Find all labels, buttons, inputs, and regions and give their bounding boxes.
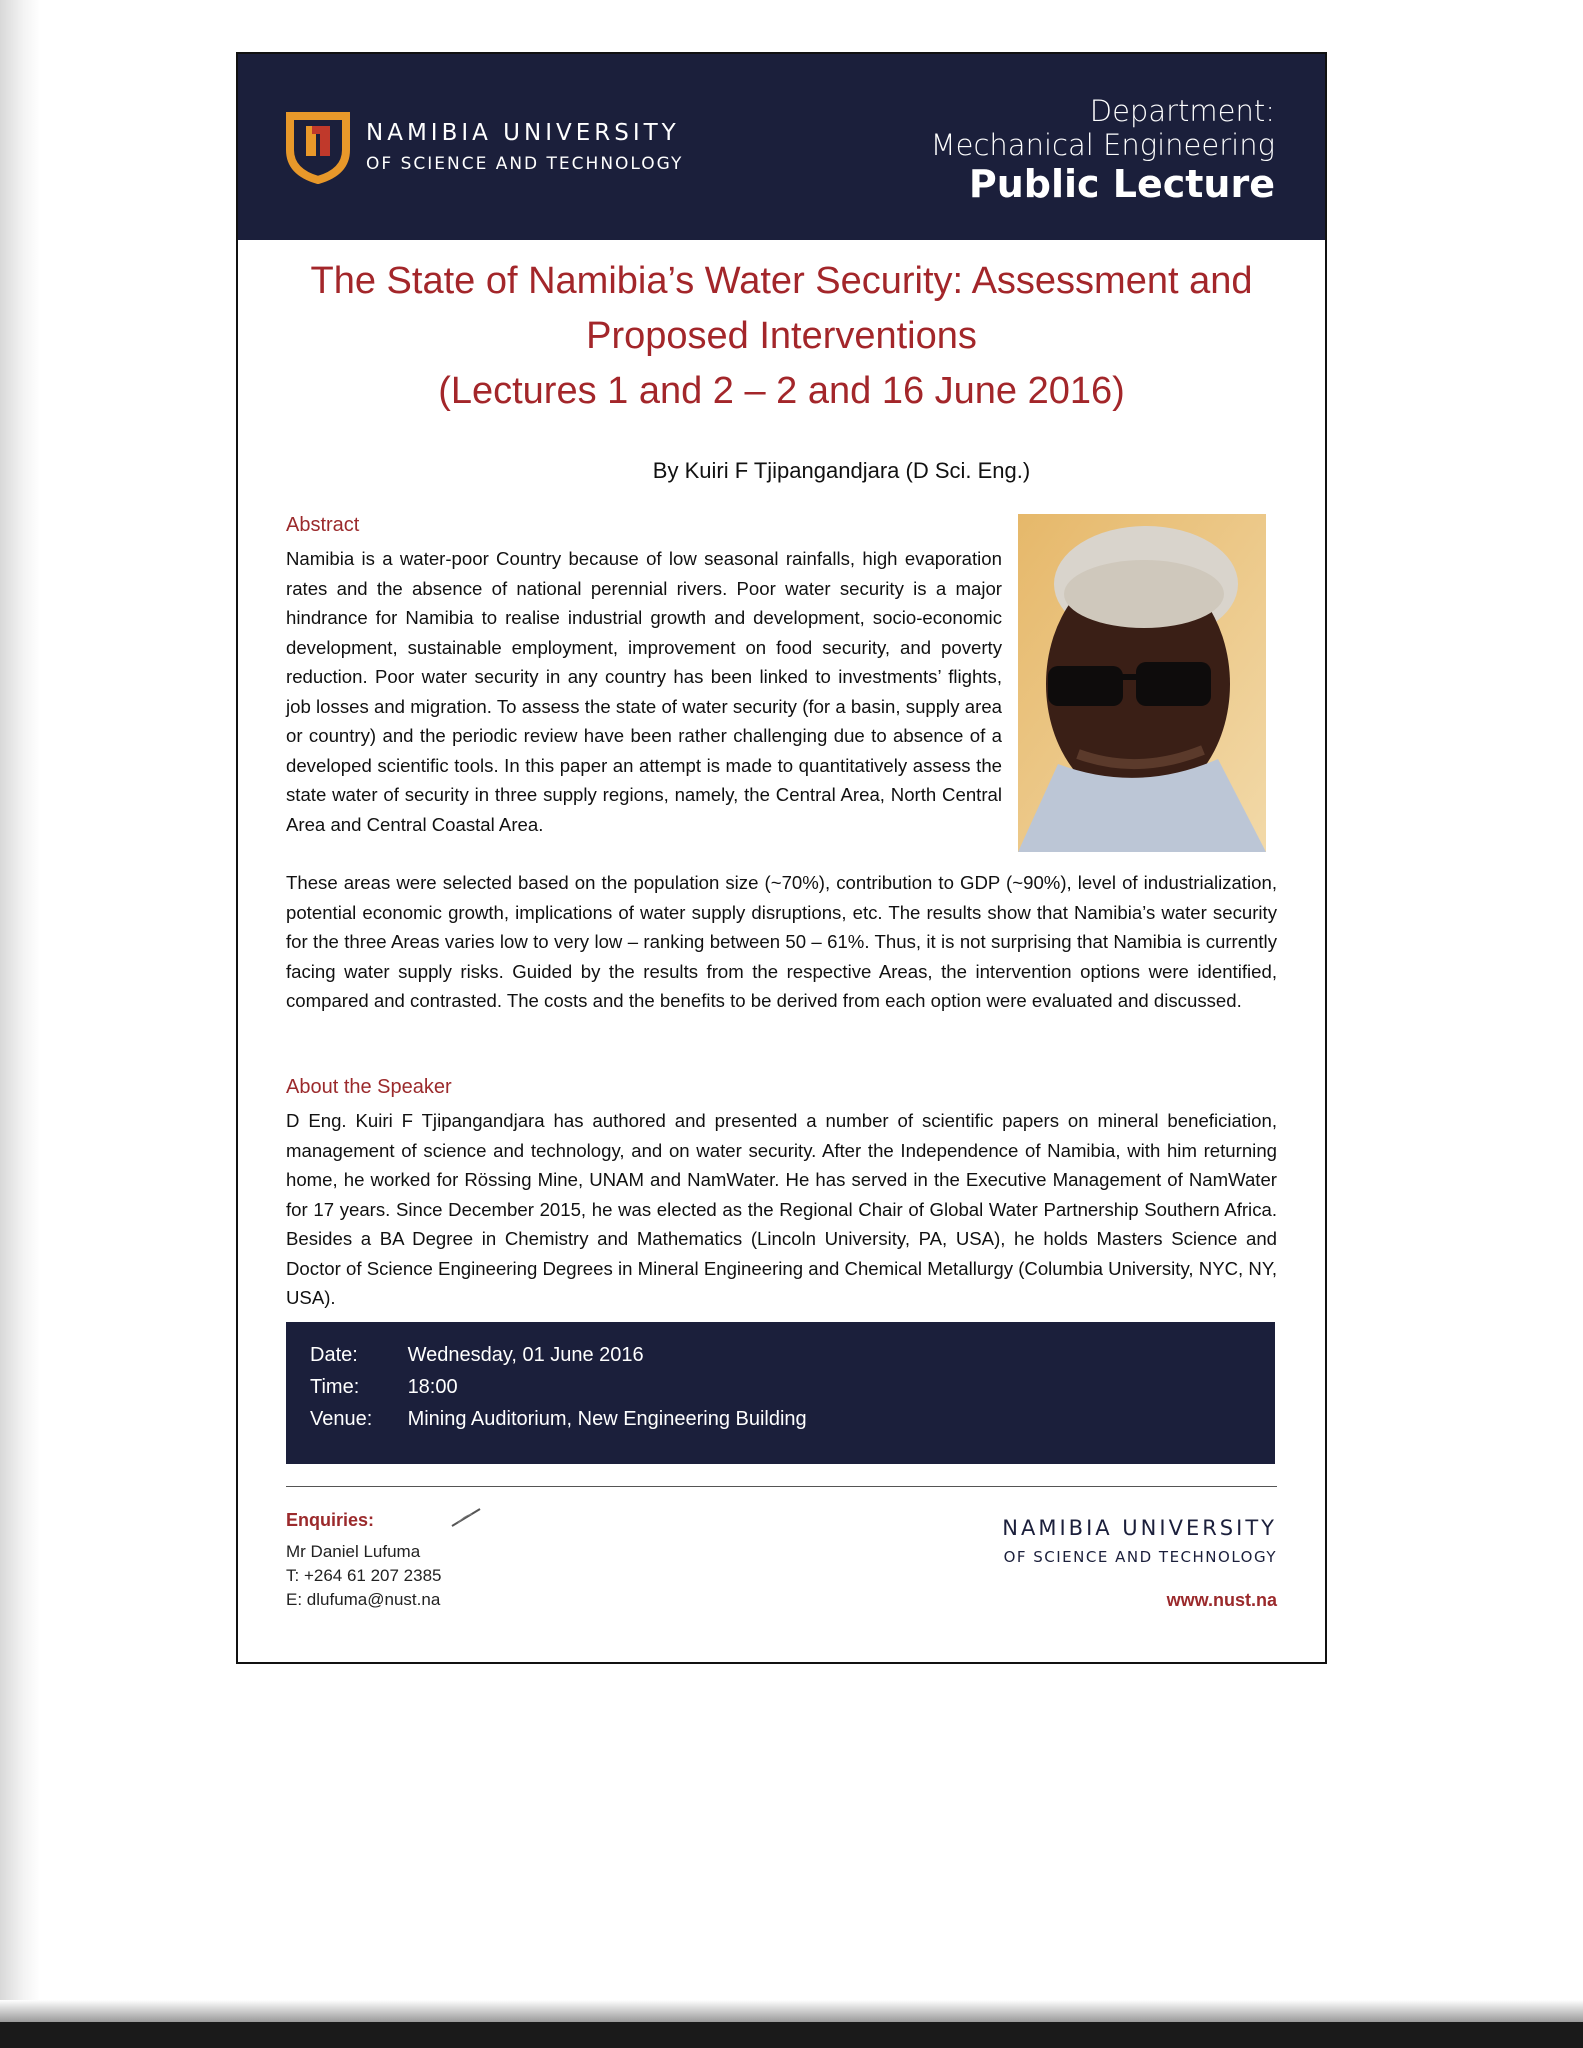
footer-university-subtitle: OF SCIENCE AND TECHNOLOGY <box>1003 1548 1277 1566</box>
abstract-heading: Abstract <box>286 514 360 536</box>
event-details-box <box>286 1322 1275 1464</box>
author-byline: By Kuiri F Tjipangandjara (D Sci. Eng.) <box>652 458 1031 483</box>
scan-edge-fade <box>0 2000 1583 2022</box>
website-link[interactable]: www.nust.na <box>1166 1590 1277 1610</box>
footer-divider <box>286 1486 1277 1487</box>
lecture-title <box>258 254 1305 419</box>
event-venue-row <box>310 1408 807 1431</box>
time-label: Time: <box>310 1376 360 1398</box>
title-line-3: (Lectures 1 and 2 – 2 and 16 June 2016) <box>438 370 1125 413</box>
event-time-row <box>310 1376 458 1399</box>
university-name: NAMIBIA UNIVERSITY <box>366 120 680 146</box>
department-name: Mechanical Engineering <box>930 128 1275 163</box>
event-type: Public Lecture <box>968 162 1275 207</box>
footer-university-name: NAMIBIA UNIVERSITY <box>1002 1516 1277 1540</box>
date-value: Wednesday, 01 June 2016 <box>407 1344 644 1366</box>
date-label: Date: <box>310 1344 358 1366</box>
lecture-poster <box>236 52 1327 1664</box>
speaker-bio: D Eng. Kuiri F Tjipangandjara has authored and presented a number of scientific papers on mineral beneficiation, management of science and technology, and on water security. After the Independence of Namibia, with him returning home, he worked for Rössing Mine, UNAM and NamWater. He has served in the Executive Management of NamWater for 17 years. Since December 2015, he was elected as the Regional Chair of Global Water Partnership Southern Africa. Besides a BA Degree in Chemistry and Mathematics (Lincoln University, PA, USA), he holds Masters Science and Doctor of Science Engineering Degrees in Mineral Engineering and Chemical Metallurgy (Columbia University, NYC, NY, USA). <box>286 1110 1277 1308</box>
department-block <box>931 94 1275 207</box>
title-line-1: The State of Namibia’s Water Security: Assessment and <box>310 260 1253 302</box>
enquiries-label: Enquiries: <box>286 1510 375 1530</box>
enquiries-phone: T: +264 61 207 2385 <box>286 1566 442 1585</box>
time-value: 18:00 <box>407 1376 458 1398</box>
scan-shadow <box>0 0 40 2048</box>
poster-header <box>238 54 1325 240</box>
venue-label: Venue: <box>310 1408 373 1430</box>
scan-edge-bar <box>0 2022 1583 2048</box>
university-logo-icon <box>286 110 350 184</box>
venue-value: Mining Auditorium, New Engineering Building <box>407 1408 807 1430</box>
speaker-heading: About the Speaker <box>286 1076 452 1098</box>
department-label: Department: <box>1089 94 1275 128</box>
title-line-2: Proposed Interventions <box>586 315 977 358</box>
speaker-photo <box>1018 514 1266 852</box>
abstract-text-part-1: Namibia is a water-poor Country because of low seasonal rainfalls, high evaporation rates and the absence of national perennial rivers. Poor water security is a major hindrance for Namibia to realise industrial growth and development, socio-economic development, sustainable employment, improvement on food security, and poverty reduction. Poor water security in any country has been linked to investments’ flights, job losses and migration. To assess the state of water security (for a basin, supply area or country) and the periodic review have been rather challenging due to absence of a developed scientific tools. In this paper an attempt is made to quantitatively assess the state water of security in three supply regions, namely, the Central Area, North Central Area and Central Coastal Area. <box>286 548 1002 835</box>
university-subtitle: OF SCIENCE AND TECHNOLOGY <box>366 154 684 174</box>
enquiries-email[interactable]: E: dlufuma@nust.na <box>286 1590 441 1609</box>
enquiries-contact-name: Mr Daniel Lufuma <box>286 1542 421 1561</box>
event-date-row <box>310 1344 644 1367</box>
pen-icon <box>450 1506 484 1528</box>
abstract-text-part-2: These areas were selected based on the population size (~70%), contribution to GDP (~90%), level of industrialization, potential economic growth, implications of water supply disruptions, etc. The results show that Namibia’s water security for the three Areas varies low to very low – ranking between 50 – 61%. Thus, it is not surprising that Namibia is currently facing water supply risks. Guided by the results from the respective Areas, the intervention options were identified, compared and contrasted. The costs and the benefits to be derived from each option were evaluated and discussed. <box>286 872 1277 1011</box>
